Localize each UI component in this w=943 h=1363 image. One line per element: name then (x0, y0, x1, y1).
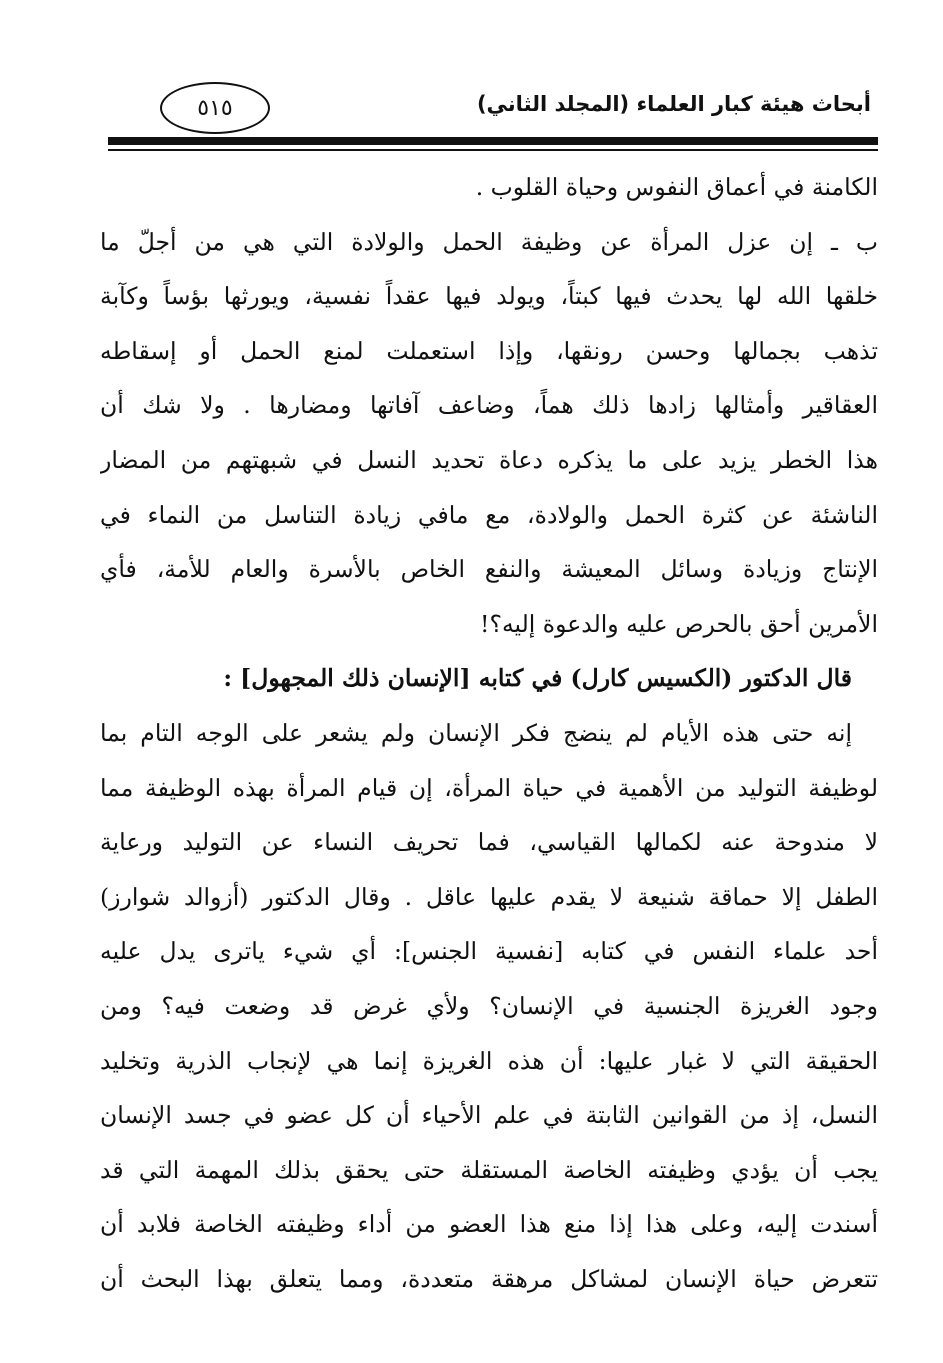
text-line: وجود الغريزة الجنسية في الإنسان؟ ولأي غرض قد وضعت فيه؟ ومن (100, 991, 878, 1020)
text-line: ب ـ إن عزل المرأة عن وظيفة الحمل والولادة التي هي من أجلّ ما (100, 227, 878, 256)
text-line: لا مندوحة عنه لكمالها القياسي، فما تحريف النساء عن التوليد ورعاية (100, 828, 878, 857)
text-line: الناشئة عن كثرة الحمل والولادة، مع مافي زيادة التناسل من النماء في (100, 500, 878, 529)
text-line: تذهب بجمالها وحسن رونقها، وإذا استعملت لمنع الحمل أو إسقاطه (100, 336, 878, 365)
text-line: خلقها الله لها يحدث فيها كبتاً، ويولد فيها عقداً نفسية، ويورثها بؤساً وكآبة (100, 282, 878, 311)
text-line: الإنتاج وزيادة وسائل المعيشة والنفع الخاص بالأسرة والعام للأمة، فأي (100, 555, 878, 584)
page-body (100, 160, 878, 1306)
text-line: أسندت إليه، وعلى هذا إذا منع هذا العضو من أداء وظيفته الخاصة فلابد أن (100, 1210, 878, 1239)
text-line: النسل، إذ من القوانين الثابتة في علم الأحياء أن كل عضو في جسد الإنسان (100, 1101, 878, 1130)
text-line: الحقيقة التي لا غبار عليها: أن هذه الغريزة إنما هي لإنجاب الذرية وتخليد (100, 1046, 878, 1075)
header-rule-thick (108, 137, 878, 145)
page-number: ٥١٥ (160, 82, 270, 134)
text-line: تتعرض حياة الإنسان لمشاكل مرهقة متعددة، ومما يتعلق بهذا البحث أن (100, 1264, 878, 1293)
text-line: يجب أن يؤدي وظيفته الخاصة المستقلة حتى يحقق بذلك المهمة التي قد (100, 1155, 878, 1184)
text-line: الكامنة في أعماق النفوس وحياة القلوب . (475, 173, 878, 201)
text-line: الطفل إلا حماقة شنيعة لا يقدم عليها عاقل . وقال الدكتور (أزوالد شوارز) (100, 882, 878, 911)
text-line: العقاقير وأمثالها زادها ذلك هماً، وضاعف آفاتها ومضارها . ولا شك أن (100, 391, 878, 420)
book-title: أبحاث هيئة كبار العلماء (المجلد الثاني) (476, 92, 871, 116)
text-line: إنه حتى هذه الأيام لم ينضج فكر الإنسان ولم يشعر على الوجه التام بما (100, 718, 852, 747)
header-rule-thin (108, 149, 878, 151)
text-line: هذا الخطر يزيد على ما يذكره دعاة تحديد النسل في شبهتهم من المضار (100, 445, 878, 474)
quote-heading: قال الدكتور (الكسيس كارل) في كتابه [الإنسان ذلك المجهول] : (223, 664, 852, 693)
text-line: أحد علماء النفس في كتابه [نفسية الجنس]: أي شيء ياترى يدل عليه (100, 937, 878, 966)
text-line: لوظيفة التوليد من الأهمية في حياة المرأة، إن قيام المرأة بهذه الوظيفة مما (100, 773, 878, 802)
text-line: الأمرين أحق بالحرص عليه والدعوة إليه؟! (480, 609, 878, 638)
page-header (0, 0, 943, 160)
